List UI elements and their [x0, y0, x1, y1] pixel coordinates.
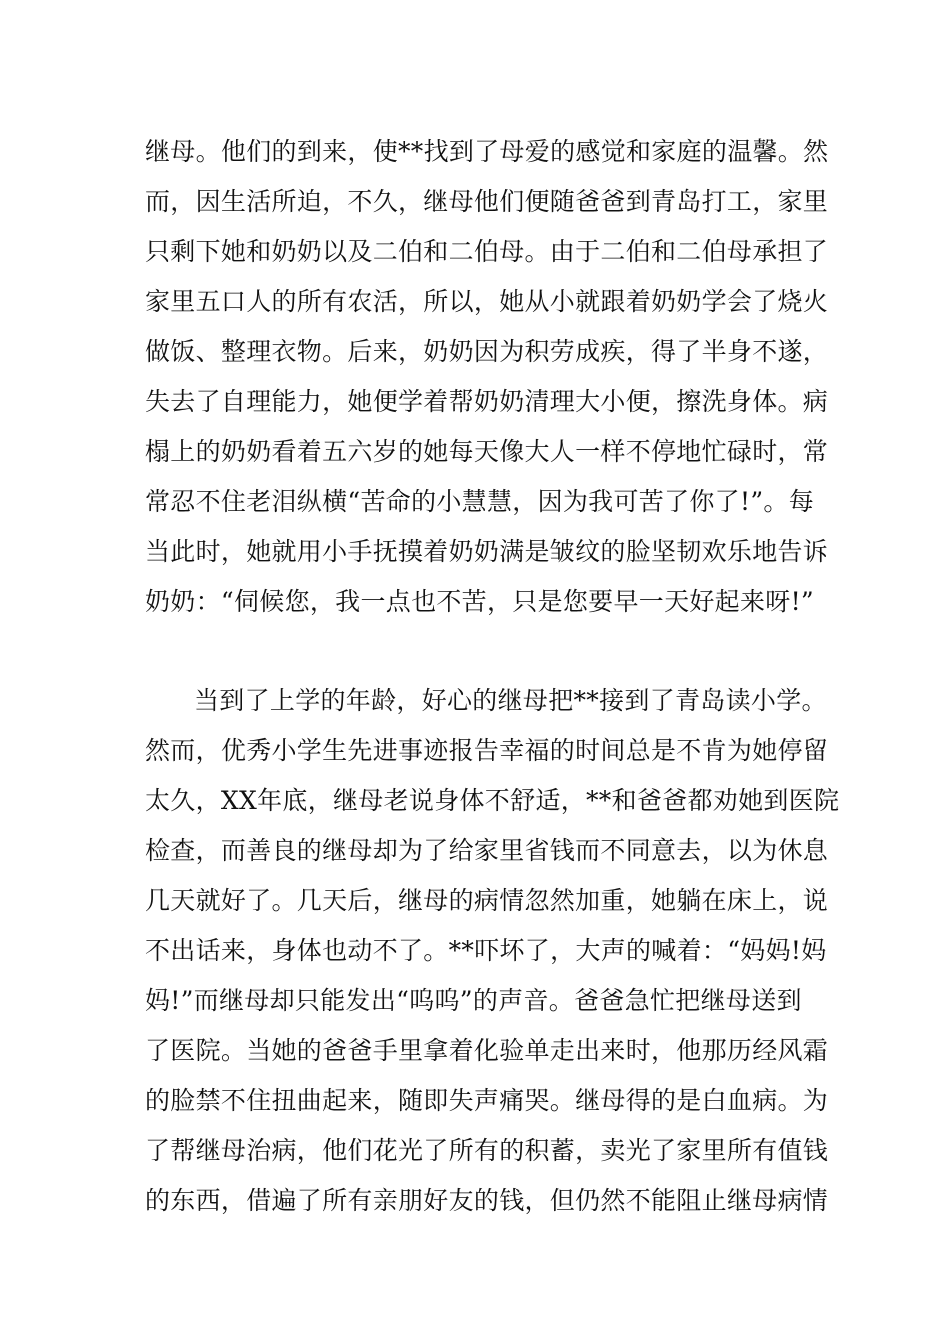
text-line: 当到了上学的年龄，好心的继母把**接到了青岛读小学。 [194, 686, 827, 715]
text-line: 失去了自理能力，她便学着帮奶奶清理大小便，擦洗身体。病 [145, 387, 829, 416]
text-line: 几天就好了。几天后，继母的病情忽然加重，她躺在床上，说 [145, 886, 829, 915]
text-line: 妈!”而继母却只能发出“呜呜”的声音。爸爸急忙把继母送到 [145, 986, 802, 1015]
text-line: 的脸禁不住扭曲起来，随即失声痛哭。继母得的是白血病。为 [145, 1086, 829, 1115]
text-line: 只剩下她和奶奶以及二伯和二伯母。由于二伯和二伯母承担了 [145, 237, 829, 266]
text-line: 了帮继母治病，他们花光了所有的积蓄，卖光了家里所有值钱 [145, 1136, 829, 1165]
text-line: 当此时，她就用小手抚摸着奶奶满是皱纹的脸坚韧欢乐地告诉 [145, 537, 829, 566]
text-line: 家里五口人的所有农活，所以，她从小就跟着奶奶学会了烧火 [145, 287, 829, 316]
text-line: 的东西，借遍了所有亲朋好友的钱，但仍然不能阻止继母病情 [145, 1186, 829, 1215]
text-line: 太久，XX年底，继母老说身体不舒适，**和爸爸都劝她到医院 [145, 786, 840, 815]
text-line: 而，因生活所迫，不久，继母他们便随爸爸到青岛打工，家里 [145, 187, 829, 216]
text-line: 做饭、整理衣物。后来，奶奶因为积劳成疾，得了半身不遂， [145, 337, 829, 366]
text-line: 了医院。当她的爸爸手里拿着化验单走出来时，他那历经风霜 [145, 1036, 829, 1065]
text-line: 常忍不住老泪纵横“苦命的小慧慧，因为我可苦了你了!”。每 [145, 487, 815, 516]
text-line: 榻上的奶奶看着五六岁的她每天像大人一样不停地忙碌时，常 [145, 437, 829, 466]
text-line: 奶奶：“伺候您，我一点也不苦，只是您要早一天好起来呀!” [145, 587, 815, 616]
text-line: 检查，而善良的继母却为了给家里省钱而不同意去，以为休息 [145, 836, 829, 865]
text-line: 不出话来，身体也动不了。**吓坏了，大声的喊着：“妈妈!妈 [145, 936, 827, 965]
text-line: 然而，优秀小学生先进事迹报告幸福的时间总是不肯为她停留 [145, 736, 829, 765]
text-line: 继母。他们的到来，使**找到了母爱的感觉和家庭的温馨。然 [145, 137, 829, 166]
